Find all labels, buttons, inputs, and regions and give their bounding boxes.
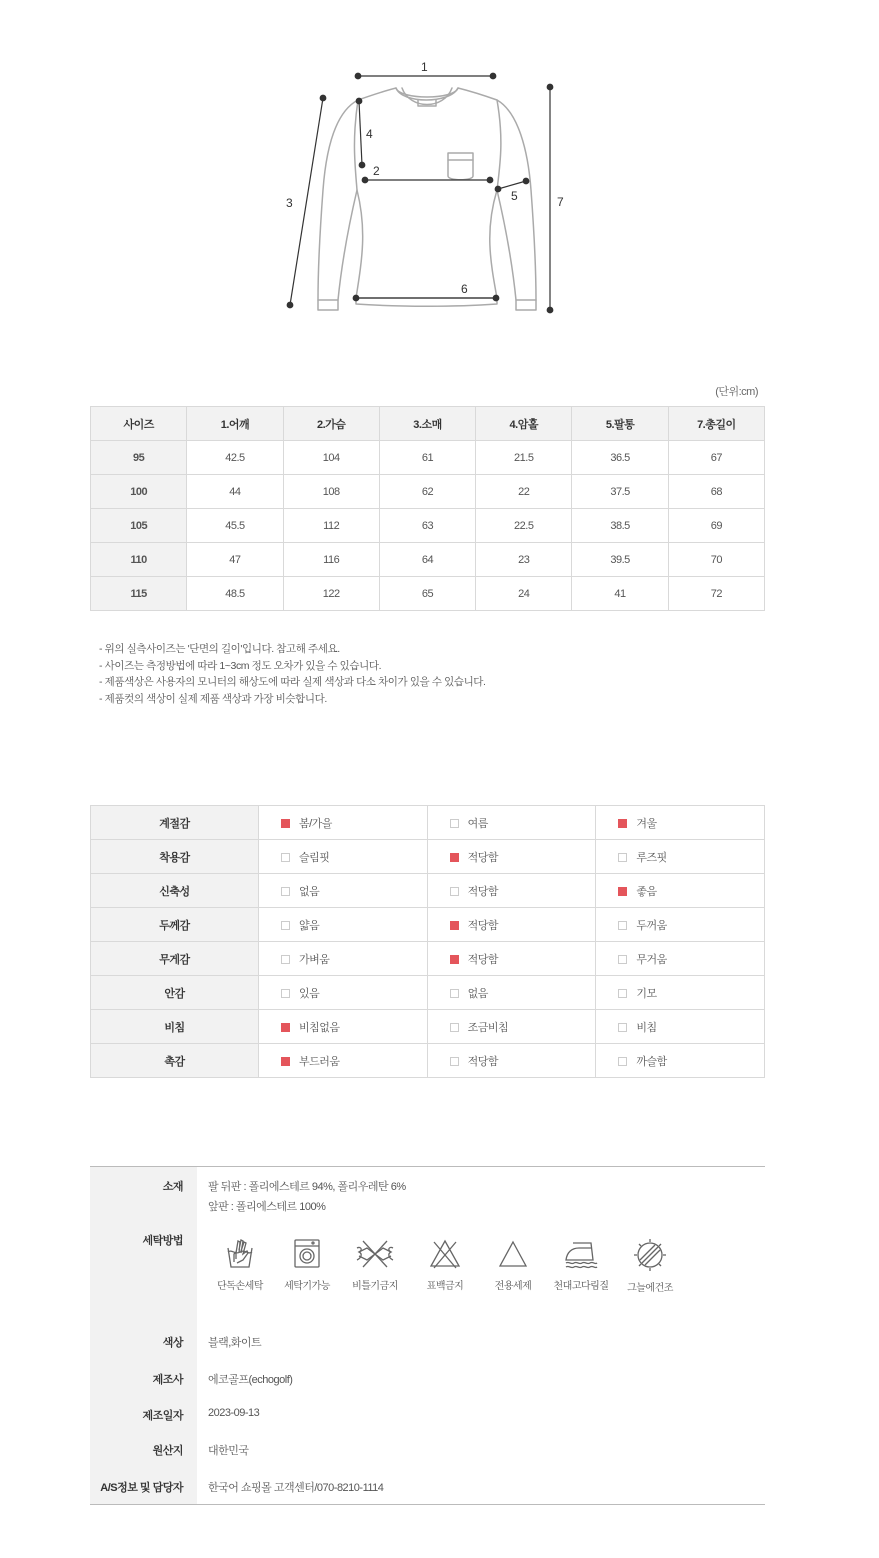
unchecked-box-icon — [618, 989, 627, 998]
size-cell: 37.5 — [572, 475, 668, 509]
care-label: 그늘에건조 — [627, 1283, 673, 1294]
unchecked-box-icon — [450, 1057, 459, 1066]
care-label: 비틀기금지 — [352, 1281, 398, 1292]
machine-wash-icon — [292, 1238, 322, 1270]
table-row — [91, 475, 765, 509]
size-cell: 47 — [187, 543, 283, 577]
care-item-shade-dry — [615, 1238, 685, 1294]
unchecked-box-icon — [618, 1023, 627, 1032]
feel-option — [427, 908, 596, 942]
care-item-iron-with-cloth — [546, 1238, 616, 1292]
checked-box-icon — [281, 1057, 290, 1066]
unchecked-box-icon — [450, 1023, 459, 1032]
checked-box-icon — [618, 819, 627, 828]
size-cell: 63 — [379, 509, 475, 543]
material-value-line-1: 팔 뒤판 : 폴리에스테르 94%, 폴리우레탄 6% — [208, 1181, 406, 1193]
size-cell: 23 — [476, 543, 572, 577]
size-cell: 108 — [283, 475, 379, 509]
unchecked-box-icon — [450, 989, 459, 998]
fabric-feel-table — [90, 805, 765, 1078]
feel-option-label: 무거움 — [636, 953, 667, 966]
feel-option — [596, 942, 765, 976]
table-row — [91, 577, 765, 611]
size-header-arm-width: 5.팔통 — [572, 407, 668, 441]
measure-label-3: 3 — [286, 196, 293, 210]
feel-option — [596, 1044, 765, 1078]
size-cell: 42.5 — [187, 441, 283, 475]
size-cell: 70 — [668, 543, 764, 577]
care-label: 천대고다림질 — [553, 1281, 609, 1292]
size-cell: 122 — [283, 577, 379, 611]
checked-box-icon — [450, 955, 459, 964]
size-header-total-length: 7.총길이 — [668, 407, 764, 441]
feel-option-label: 까슬함 — [636, 1055, 667, 1068]
feel-option-label: 좋음 — [636, 885, 657, 898]
size-cell: 21.5 — [476, 441, 572, 475]
feel-row-label: 신축성 — [91, 874, 259, 908]
size-cell: 72 — [668, 577, 764, 611]
size-cell: 48.5 — [187, 577, 283, 611]
size-header-sleeve: 3.소매 — [379, 407, 475, 441]
feel-option — [259, 840, 428, 874]
checked-box-icon — [618, 887, 627, 896]
size-cell: 24 — [476, 577, 572, 611]
feel-row-season — [91, 806, 765, 840]
checked-box-icon — [450, 921, 459, 930]
measure-label-6: 6 — [461, 282, 468, 296]
unchecked-box-icon — [618, 955, 627, 964]
product-info-section — [90, 1166, 765, 1505]
maker-label: 제조사 — [152, 1374, 183, 1386]
feel-row-stretch — [91, 874, 765, 908]
feel-option — [427, 806, 596, 840]
origin-label: 원산지 — [152, 1445, 183, 1457]
size-cell: 65 — [379, 577, 475, 611]
neutral-detergent-icon — [497, 1238, 529, 1270]
feel-row-label: 안감 — [91, 976, 259, 1010]
feel-row-touch — [91, 1044, 765, 1078]
size-table — [90, 406, 765, 611]
feel-option-label: 적당함 — [467, 919, 499, 932]
iron-with-cloth-icon — [563, 1238, 599, 1270]
feel-row-lining — [91, 976, 765, 1010]
unchecked-box-icon — [618, 921, 627, 930]
feel-row-thickness — [91, 908, 765, 942]
care-item-machine-wash — [272, 1238, 342, 1292]
size-header-size: 사이즈 — [91, 407, 187, 441]
date-value: 2023-09-13 — [208, 1407, 260, 1419]
care-item-no-wring — [340, 1238, 410, 1292]
feel-option-label: 비침없음 — [299, 1021, 340, 1034]
feel-option-label: 루즈핏 — [636, 851, 667, 864]
size-cell: 104 — [283, 441, 379, 475]
material-label: 소재 — [162, 1181, 183, 1193]
size-cell: 22 — [476, 475, 572, 509]
maker-value: 에코골프(echogolf) — [208, 1374, 293, 1386]
feel-option — [427, 874, 596, 908]
feel-option — [596, 1010, 765, 1044]
size-cell: 110 — [91, 543, 187, 577]
feel-option — [427, 840, 596, 874]
size-cell: 112 — [283, 509, 379, 543]
unit-note: (단위:cm) — [715, 386, 758, 398]
size-cell: 22.5 — [476, 509, 572, 543]
size-header-shoulder: 1.어깨 — [187, 407, 283, 441]
feel-option — [427, 1010, 596, 1044]
unchecked-box-icon — [281, 989, 290, 998]
size-header-chest: 2.가슴 — [283, 407, 379, 441]
feel-row-label: 비침 — [91, 1010, 259, 1044]
feel-option-label: 여름 — [467, 817, 488, 830]
care-label: 단독손세탁 — [217, 1281, 263, 1292]
feel-option — [596, 840, 765, 874]
unchecked-box-icon — [281, 921, 290, 930]
feel-option — [596, 976, 765, 1010]
feel-option — [596, 908, 765, 942]
feel-row-fit — [91, 840, 765, 874]
unchecked-box-icon — [281, 887, 290, 896]
feel-option — [259, 874, 428, 908]
as-value: 한국어 쇼핑몰 고객센터/070-8210-1114 — [208, 1482, 384, 1494]
color-value: 블랙,화이트 — [208, 1337, 262, 1349]
feel-option-label: 얇음 — [299, 919, 320, 932]
size-cell: 45.5 — [187, 509, 283, 543]
note-line: - 사이즈는 측정방법에 따라 1~3cm 정도 오차가 있을 수 있습니다. — [99, 659, 382, 672]
feel-row-label: 무게감 — [91, 942, 259, 976]
unchecked-box-icon — [281, 955, 290, 964]
shade-dry-icon — [633, 1238, 667, 1272]
garment-measurement-diagram — [0, 0, 879, 340]
feel-option — [259, 1044, 428, 1078]
measure-label-7: 7 — [557, 195, 564, 209]
feel-option — [259, 976, 428, 1010]
size-cell: 44 — [187, 475, 283, 509]
feel-option — [259, 908, 428, 942]
note-line: - 제품색상은 사용자의 모니터의 해상도에 따라 실제 색상과 다소 차이가 있을 수 있습니다. — [99, 676, 486, 688]
checked-box-icon — [281, 819, 290, 828]
hand-wash-icon — [225, 1238, 255, 1270]
checked-box-icon — [281, 1023, 290, 1032]
feel-option-label: 적당함 — [467, 885, 499, 898]
checked-box-icon — [450, 853, 459, 862]
size-cell: 100 — [91, 475, 187, 509]
unchecked-box-icon — [450, 819, 459, 828]
size-cell: 105 — [91, 509, 187, 543]
measure-label-4: 4 — [366, 127, 373, 141]
care-item-hand-wash — [205, 1238, 275, 1292]
feel-option — [427, 1044, 596, 1078]
feel-option — [259, 1010, 428, 1044]
size-cell: 41 — [572, 577, 668, 611]
care-label: 전용세제 — [494, 1281, 532, 1292]
size-notes — [99, 641, 486, 707]
table-row — [91, 509, 765, 543]
feel-option-label: 적당함 — [467, 953, 499, 966]
size-cell: 62 — [379, 475, 475, 509]
size-cell: 115 — [91, 577, 187, 611]
size-cell: 39.5 — [572, 543, 668, 577]
date-label: 제조일자 — [142, 1410, 183, 1422]
size-cell: 95 — [91, 441, 187, 475]
feel-option-label: 기모 — [636, 987, 657, 1000]
care-label: 표백금지 — [426, 1281, 464, 1292]
feel-option-label: 없음 — [299, 885, 320, 898]
feel-option — [427, 976, 596, 1010]
unchecked-box-icon — [281, 853, 290, 862]
measure-label-1: 1 — [421, 60, 428, 74]
unchecked-box-icon — [450, 887, 459, 896]
note-line: - 제품컷의 색상이 실제 제품 색상과 가장 비슷합니다. — [99, 692, 327, 705]
care-item-no-bleach — [410, 1238, 480, 1292]
size-table-header-row — [91, 407, 765, 441]
feel-row-label: 두께감 — [91, 908, 259, 942]
feel-option-label: 가벼움 — [299, 953, 330, 966]
feel-option — [259, 942, 428, 976]
material-value-line-2: 앞판 : 폴리에스테르 100% — [208, 1201, 326, 1213]
feel-option-label: 있음 — [299, 987, 320, 1000]
feel-option-label: 적당함 — [467, 1055, 499, 1068]
note-line: - 위의 실측사이즈는 '단면의 길이'입니다. 참고해 주세요. — [99, 643, 340, 655]
care-item-neutral-detergent — [478, 1238, 548, 1292]
feel-option-label: 부드러움 — [299, 1055, 340, 1068]
table-row — [91, 543, 765, 577]
measure-label-5: 5 — [511, 189, 518, 203]
table-row — [91, 441, 765, 475]
size-cell: 36.5 — [572, 441, 668, 475]
size-cell: 116 — [283, 543, 379, 577]
measure-label-2: 2 — [373, 164, 380, 178]
feel-row-sheer — [91, 1010, 765, 1044]
feel-option-label: 조금비침 — [467, 1021, 509, 1034]
feel-row-weight — [91, 942, 765, 976]
color-label: 색상 — [162, 1337, 183, 1349]
origin-value: 대한민국 — [208, 1445, 249, 1457]
size-cell: 64 — [379, 543, 475, 577]
feel-option-label: 봄/가을 — [299, 817, 332, 830]
feel-row-label: 계절감 — [91, 806, 259, 840]
feel-option-label: 적당함 — [467, 851, 499, 864]
feel-option — [427, 942, 596, 976]
size-cell: 67 — [668, 441, 764, 475]
as-label: A/S정보 및 담당자 — [100, 1482, 183, 1494]
feel-option-label: 겨울 — [636, 817, 657, 830]
unchecked-box-icon — [618, 1057, 627, 1066]
feel-row-label: 착용감 — [91, 840, 259, 874]
feel-option — [596, 874, 765, 908]
feel-option-label: 두꺼움 — [636, 919, 667, 932]
care-label: 세탁기가능 — [284, 1281, 330, 1292]
size-cell: 38.5 — [572, 509, 668, 543]
no-bleach-icon — [429, 1238, 461, 1270]
feel-option — [596, 806, 765, 840]
unchecked-box-icon — [618, 853, 627, 862]
washing-label: 세탁방법 — [142, 1235, 183, 1247]
size-cell: 68 — [668, 475, 764, 509]
feel-option-label: 슬림핏 — [299, 851, 330, 864]
feel-option — [259, 806, 428, 840]
size-cell: 69 — [668, 509, 764, 543]
shirt-outline — [318, 88, 536, 310]
feel-option-label: 없음 — [467, 987, 488, 1000]
no-wring-icon — [355, 1238, 395, 1270]
feel-option-label: 비침 — [636, 1021, 657, 1034]
size-header-armhole: 4.암홀 — [476, 407, 572, 441]
feel-row-label: 촉감 — [91, 1044, 259, 1078]
size-cell: 61 — [379, 441, 475, 475]
